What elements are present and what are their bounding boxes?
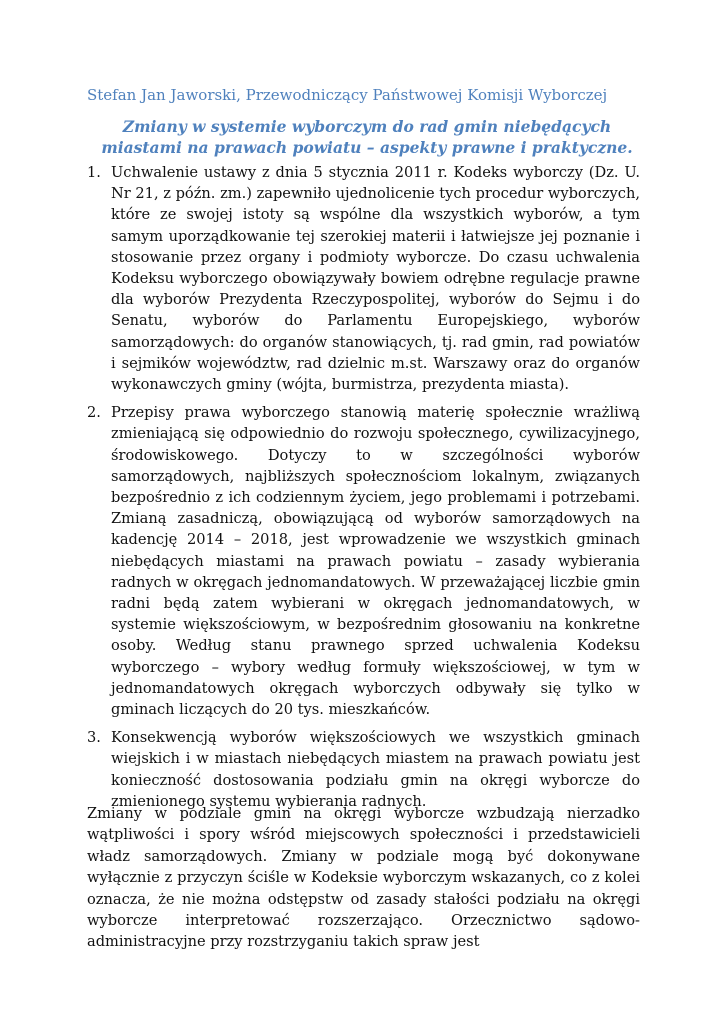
author-line: Stefan Jan Jaworski, Przewodniczący Państwowej Komisji Wyborczej xyxy=(87,86,608,104)
list-item-number: 1. xyxy=(87,164,101,181)
list-item-number: 3. xyxy=(87,729,101,747)
list-item xyxy=(87,402,640,720)
list-item xyxy=(87,162,640,395)
body-paragraph: Zmiany w podziale gmin na okręgi wyborcze wzbudzają nierzadko wątpliwości i spory wśród miejscowych społeczności i przedstawicieli władz samorządowych. Zmiany w podziale mogą być dokonywane wyłącznie z przyczyn ściśle w Kodeksie wyborczym wskazanych, co z kolei oznacza, że nie można odstępstw od zasady stałości podziału na okręgi wyborcze interpretować rozszerzająco. Orzecznictwo sądowo-administracyjne przy rozstrzyganiu takich spraw jest xyxy=(87,805,640,951)
document-title: Zmiany w systemie wyborczym do rad gmin niebędących miastami na prawach powiatu – aspekty prawne i praktyczne. xyxy=(101,117,633,157)
list-item-number: 2. xyxy=(87,404,101,422)
list-item-text: Uchwalenie ustawy z dnia 5 stycznia 2011 r. Kodeks wyborczy (Dz. U. Nr 21, z późn. zm.) zapewniło ujednolicenie tych procedur wyborczych, które ze swojej istoty są wspólne dla wszystkich wyborów, a tym samym uporządkowanie tej szerokiej materii i łatwiejsze jej poznanie i stosowanie przez organy i podmioty wyborcze. Do czasu uchwalenia Kodeksu wyborczego obowiązywały bowiem odrębne regulacje prawne dla wyborów Prezydenta Rzeczypospolitej, wyborów do Sejmu i do Senatu, wyborów do Parlamentu Europejskiego, wyborów samorządowych: do organów stanowiących, tj. rad gmin, rad powiatów i sejmików województw, rad dzielnic m.st. Warszawy oraz do organów wykonawczych gminy (wójta, burmistrza, prezydenta miasta). xyxy=(111,164,640,394)
list-item xyxy=(87,727,640,812)
numbered-list xyxy=(87,162,640,819)
list-item-text: Przepisy prawa wyborczego stanowią materię społecznie wrażliwą zmieniającą się odpowiednio do rozwoju społecznego, cywilizacyjnego, środowiskowego. Dotyczy to w szczególności wyborów samorządowych, najbliższych społecznościom lokalnym, związanych bezpośrednio z ich codziennym życiem, jego problemami i potrzebami. Zmianą zasadniczą, obowiązującą od wyborów samorządowych na kadencję 2014 – 2018, jest wprowadzenie we wszystkich gminach niebędących miastami na prawach powiatu – zasady wybierania radnych w okręgach jednomandatowych. W przeważającej liczbie gmin radni będą zatem wybierani w okręgach jednomandatowych, w systemie większościowym, w bezpośrednim głosowaniu na konkretne osoby. Według stanu prawnego sprzed uchwalenia Kodeksu wyborczego – wybory według formuły większościowej, w tym w jednomandatowych okręgach wyborczych odbywały się tylko w gminach liczących do 20 tys. mieszkańców. xyxy=(111,404,640,719)
list-item-text: Konsekwencją wyborów większościowych we wszystkich gminach wiejskich i w miastach niebędących miastem na prawach powiatu jest konieczność dostosowania podziału gmin na okręgi wyborcze do zmienionego systemu wybierania radnych. xyxy=(111,729,640,810)
